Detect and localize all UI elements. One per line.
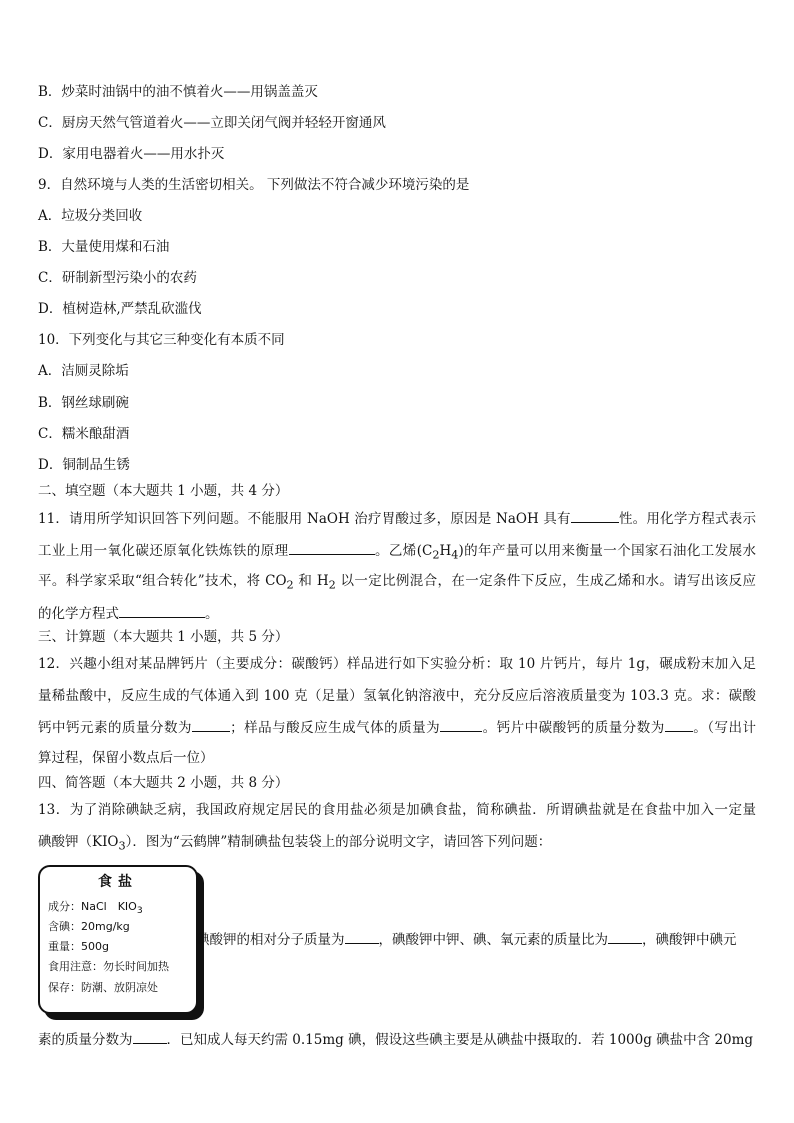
q8-option-d: D．家用电器着火——用水扑灭 bbox=[38, 146, 225, 162]
q11-text: )的年产量可以用来衡量一个国家石油化工发展水 bbox=[458, 543, 756, 559]
q11-text: 性。用化学方程式表示 bbox=[618, 511, 756, 527]
subscript: 3 bbox=[136, 905, 143, 917]
q12-line-4: 算过程，保留小数点后一位） bbox=[38, 750, 214, 766]
q9-option-d: D．植树造林,严禁乱砍滥伐 bbox=[38, 301, 202, 317]
q11-text: 11．请用所学知识回答下列问题。不能服用 NaOH 治疗胃酸过多，原因是 NaOH 具有 bbox=[38, 511, 571, 527]
q11-line-1 bbox=[38, 508, 756, 529]
q13-line-1: 13．为了消除碘缺乏病，我国政府规定居民的食用盐必须是加碘食盐，简称碘盐．所谓碘盐就是在食盐中加入一定量 bbox=[38, 802, 756, 818]
q12-line-1: 12．兴趣小组对某品牌钙片（主要成分：碳酸钙）样品进行如下实验分析：取 10 片钙片，每片 1g，碾成粉末加入足 bbox=[38, 656, 756, 672]
q11-line-4 bbox=[38, 603, 219, 624]
q11-text: 和 H bbox=[293, 573, 329, 589]
subscript: 2 bbox=[432, 548, 440, 562]
subscript: 3 bbox=[118, 839, 126, 853]
q9-option-a: A．垃圾分类回收 bbox=[38, 208, 143, 224]
section-fill-in-title: 二、填空题（本大题共 1 小题，共 4 分） bbox=[38, 483, 289, 499]
q12-text: 。（写出计 bbox=[692, 720, 757, 736]
q10-option-b: B．钢丝球刷碗 bbox=[38, 395, 129, 411]
answer-blank[interactable] bbox=[571, 508, 619, 523]
q11-text: 平。科学家采取“组合转化”技术，将 CO bbox=[38, 573, 287, 589]
q9-stem: 9．自然环境与人类的生活密切相关。 下列做法不符合减少环境污染的是 bbox=[38, 177, 470, 193]
q13-text: ，碘酸钾中碘元 bbox=[642, 932, 737, 948]
label-ingredients-text: 成分：NaCl KIO bbox=[48, 900, 137, 913]
answer-blank[interactable] bbox=[665, 717, 693, 732]
subscript: 2 bbox=[286, 578, 294, 592]
q12-text: 。钙片中碳酸钙的质量分数为 bbox=[482, 720, 665, 736]
q13-text: 素的质量分数为 bbox=[38, 1032, 133, 1048]
q9-option-c: C．研制新型污染小的农药 bbox=[38, 270, 197, 286]
q9-option-b: B．大量使用煤和石油 bbox=[38, 239, 170, 255]
q11-text: 工业上用一氧化碳还原氧化铁炼铁的原理 bbox=[38, 543, 289, 559]
q10-option-d: D．铜制品生锈 bbox=[38, 457, 130, 473]
q12-text: ；样品与酸反应生成气体的质量为 bbox=[230, 720, 441, 736]
q8-option-c: C．厨房天然气管道着火——立即关闭气阀并轻轻开窗通风 bbox=[38, 115, 386, 131]
salt-package-label bbox=[38, 865, 198, 1014]
q11-text: H bbox=[439, 543, 452, 559]
q11-text: 以一定比例混合，在一定条件下反应，生成乙烯和水。请写出该反应 bbox=[335, 573, 757, 589]
q8-option-b: B．炒菜时油锅中的油不慎着火——用锅盖盖灭 bbox=[38, 84, 318, 100]
answer-blank[interactable] bbox=[119, 603, 205, 618]
q13-text: ）．图为“云鹤牌”精制碘盐包装袋上的部分说明文字，请回答下列问题： bbox=[125, 834, 552, 850]
label-weight: 重量：500g bbox=[48, 940, 109, 953]
q11-text: 。乙烯(C bbox=[374, 543, 433, 559]
label-iodine: 含碘：20mg/kg bbox=[48, 920, 130, 933]
q13-text: ，碘酸钾中钾、碘、氧元素的质量比为 bbox=[378, 932, 608, 948]
q12-line-2: 量稀盐酸中，反应生成的气体通入到 100 克（足量）氢氧化钠溶液中，充分反应后溶液质量变为 103.3 克。求：碳酸 bbox=[38, 688, 756, 704]
label-storage: 保存：防潮、放阴凉处 bbox=[48, 981, 158, 994]
q11-line-3 bbox=[38, 571, 756, 596]
q13-text: 碘酸钾（KIO bbox=[38, 834, 119, 850]
answer-blank[interactable] bbox=[440, 717, 482, 732]
q13-side-text bbox=[196, 929, 756, 950]
q12-text: 钙中钙元素的质量分数为 bbox=[38, 720, 193, 736]
q13-text: ．已知成人每天约需 0.15mg 碘，假设这些碘主要是从碘盐中摄取的．若 1000g 碘盐中含 20mg bbox=[166, 1032, 754, 1048]
answer-blank[interactable] bbox=[289, 540, 375, 555]
q10-option-a: A．洁厕灵除垢 bbox=[38, 363, 129, 379]
q12-line-3 bbox=[38, 717, 756, 738]
subscript: 4 bbox=[451, 548, 459, 562]
q13-line-last bbox=[38, 1029, 753, 1050]
section-short-answer-title: 四、简答题（本大题共 2 小题，共 8 分） bbox=[38, 775, 289, 791]
q11-text: 。 bbox=[205, 606, 219, 622]
q13-text: 碘酸钾的相对分子质量为 bbox=[196, 932, 345, 948]
answer-blank[interactable] bbox=[345, 929, 379, 944]
q11-line-2 bbox=[38, 540, 756, 566]
answer-blank[interactable] bbox=[192, 717, 230, 732]
answer-blank[interactable] bbox=[133, 1029, 167, 1044]
q10-option-c: C．糯米酿甜酒 bbox=[38, 426, 130, 442]
subscript: 2 bbox=[328, 578, 336, 592]
label-title: 食盐 bbox=[98, 874, 138, 890]
label-notice: 食用注意：勿长时间加热 bbox=[48, 960, 169, 973]
answer-blank[interactable] bbox=[608, 929, 642, 944]
q11-text: 的化学方程式 bbox=[38, 606, 119, 622]
q13-line-2 bbox=[38, 832, 551, 857]
section-calc-title: 三、计算题（本大题共 1 小题，共 5 分） bbox=[38, 629, 289, 645]
q10-stem: 10．下列变化与其它三种变化有本质不同 bbox=[38, 332, 285, 348]
